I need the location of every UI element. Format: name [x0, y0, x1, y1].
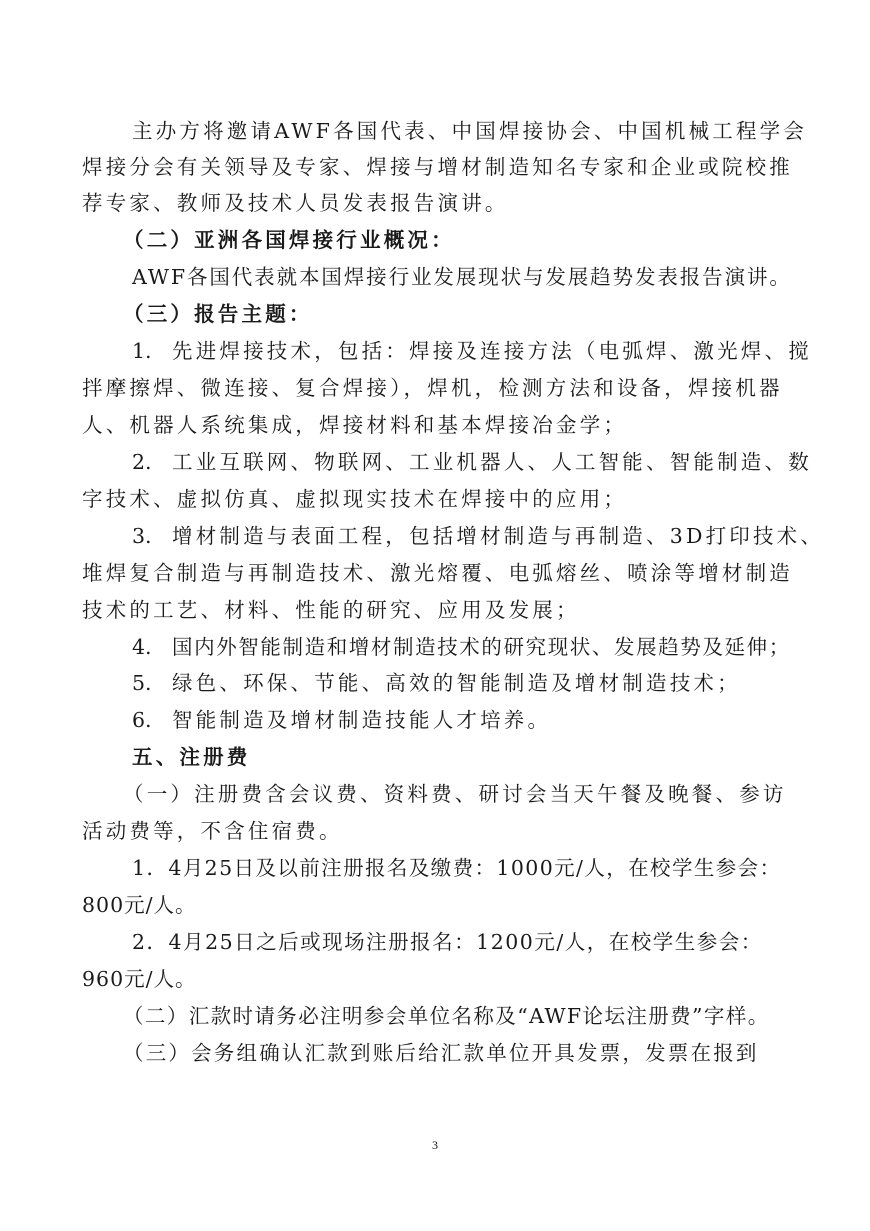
list-item-continuation: 技术的工艺、材料、性能的研究、应用及发展；	[82, 598, 580, 622]
paragraph-line: 960元/人。	[82, 967, 197, 991]
paragraph-line: 荐专家、教师及技术人员发表报告演讲。	[82, 191, 509, 215]
list-item-text: 工业互联网、物联网、工业机器人、人工智能、智能制造、数	[172, 450, 812, 474]
paragraph-line: （三）会务组确认汇款到账后给汇款单位开具发票，发票在报到	[123, 1041, 759, 1065]
list-item-continuation: 堆焊复合制造与再制造技术、激光熔覆、电弧熔丝、喷涂等增材制造	[82, 561, 793, 585]
list-number: 4.	[132, 635, 152, 659]
list-item	[132, 447, 812, 477]
list-item-text: 先进焊接技术，包括：焊接及连接方法（电弧焊、激光焊、搅	[172, 339, 812, 363]
list-number: 1.	[132, 339, 152, 363]
list-item-text: 国内外智能制造和增材制造技术的研究现状、发展趋势及延伸；	[172, 635, 791, 659]
paragraph-line: 800元/人。	[82, 893, 197, 917]
list-item-continuation: 人、机器人系统集成，焊接材料和基本焊接冶金学；	[82, 413, 628, 437]
list-number: 2.	[132, 450, 152, 474]
list-item	[132, 668, 798, 698]
list-item	[132, 521, 825, 551]
list-item	[132, 632, 798, 662]
list-item-continuation: 拌摩擦焊、微连接、复合焊接），焊机，检测方法和设备，焊接机器	[82, 376, 783, 400]
paragraph-line: （二）汇款时请务必注明参会单位名称及“AWF论坛注册费”字样。	[123, 1004, 770, 1028]
paragraph-line: AWF各国代表就本国焊接行业发展现状与发展趋势发表报告演讲。	[132, 265, 792, 289]
paragraph-line: 焊接分会有关领导及专家、焊接与增材制造知名专家和企业或院校推	[82, 155, 793, 179]
list-item	[132, 336, 812, 366]
list-number: 6.	[132, 708, 152, 732]
paragraph-line: 主办方将邀请AWF各国代表、中国焊接协会、中国机械工程学会	[132, 119, 808, 143]
paragraph-line: （一）注册费含会议费、资料费、研讨会当天午餐及晚餐、参访	[123, 782, 787, 806]
list-item-text: 绿色、环保、节能、高效的智能制造及增材制造技术；	[172, 671, 741, 695]
paragraph-line: 2．4月25日之后或现场注册报名：1200元/人，在校学生参会：	[132, 930, 763, 954]
list-item	[132, 705, 798, 735]
list-item-continuation: 字技术、虚拟仿真、虚拟现实技术在焊接中的应用；	[82, 487, 628, 511]
list-item-text: 增材制造与表面工程，包括增材制造与再制造、3D打印技术、	[172, 524, 825, 548]
section-heading: （二）亚洲各国焊接行业概况：	[123, 228, 455, 252]
list-number: 3.	[132, 524, 152, 548]
paragraph-line: 1．4月25日及以前注册报名及缴费：1000元/人，在校学生参会：	[132, 856, 782, 880]
paragraph-line: 活动费等，不含住宿费。	[82, 819, 343, 843]
page-number: 3	[432, 1138, 438, 1152]
section-heading: 五、注册费	[132, 745, 251, 769]
list-item-text: 智能制造及增材制造技能人才培养。	[172, 708, 552, 732]
section-heading: （三）报告主题：	[123, 302, 313, 326]
list-number: 5.	[132, 671, 152, 695]
